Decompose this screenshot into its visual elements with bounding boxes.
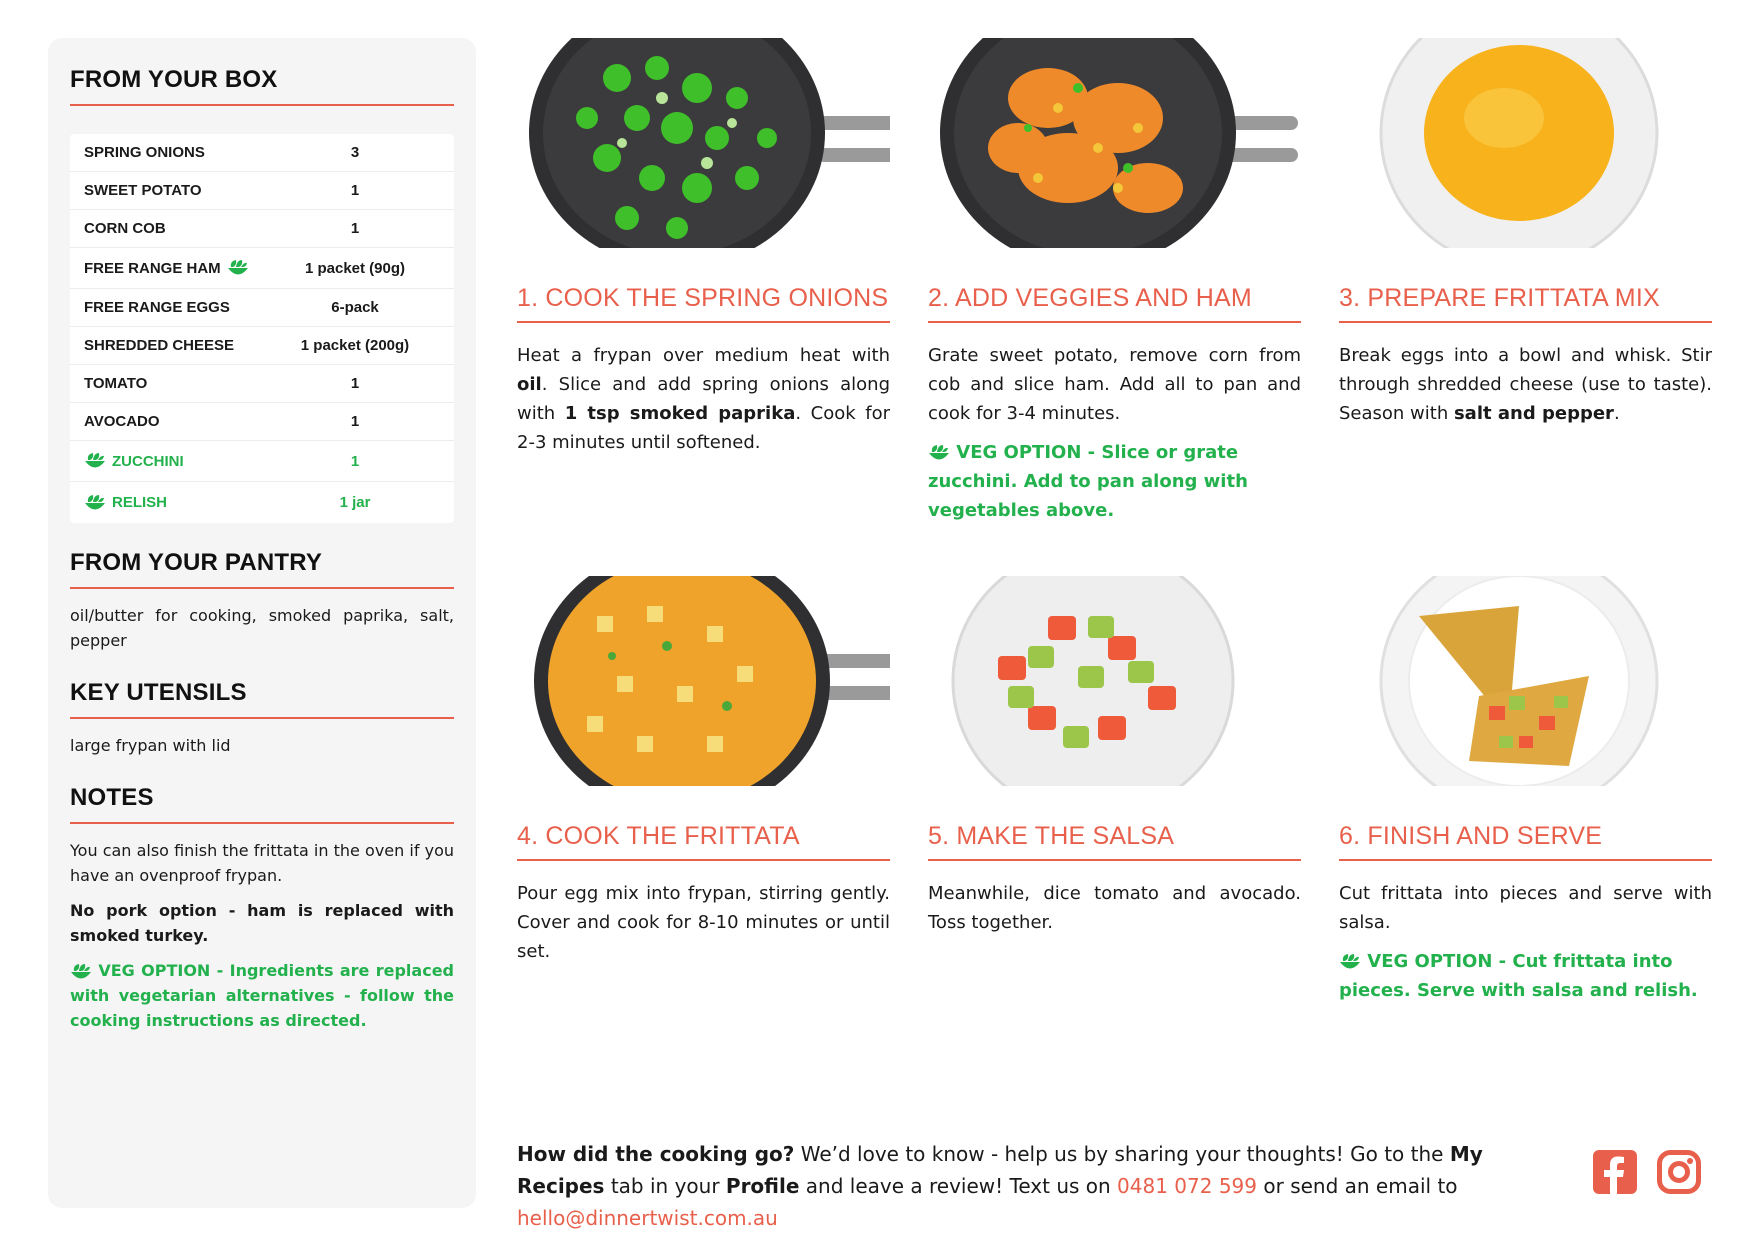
step-1-title: 1. COOK THE SPRING ONIONS (517, 284, 890, 323)
table-row (70, 248, 454, 289)
footer-text: or send an email to (1257, 1174, 1458, 1198)
notes-section (70, 784, 454, 1033)
step-photo-serve (1339, 576, 1712, 786)
veg-note (70, 958, 454, 1033)
step-1 (517, 38, 890, 457)
ingredient-name: SWEET POTATO (84, 182, 202, 199)
step-3 (1339, 38, 1712, 428)
veg-leaf-icon (1339, 953, 1361, 971)
ingredient-name: ZUCCHINI (112, 452, 184, 470)
ingredient-qty: 1 (350, 375, 360, 392)
box-ingredients-table (70, 134, 454, 523)
ingredient-name: TOMATO (84, 375, 148, 392)
ingredient-name: AVOCADO (84, 413, 160, 430)
veg-leaf-icon (84, 494, 106, 512)
ingredient-name: SHREDDED CHEESE (84, 337, 235, 354)
step-5 (928, 576, 1301, 937)
pantry-title: FROM YOUR PANTRY (70, 549, 454, 589)
step-2-body: Grate sweet potato, remove corn from cob and slice ham. Add all to pan and cook for 3-4 minutes. (928, 345, 1301, 424)
step-3-body: Break eggs into a bowl and whisk. Stir through shredded cheese (use to taste). Season with salt and pepper. (1339, 345, 1712, 424)
notes-title: NOTES (70, 784, 454, 824)
veg-leaf-icon (84, 452, 106, 470)
step-6-veg-text: VEG OPTION - Cut frittata into pieces. Serve with salsa and relish. (1339, 951, 1698, 1001)
utensils-section (70, 679, 454, 758)
ingredient-qty: 1 packet (200g) (300, 337, 410, 354)
ingredient-qty: 1 (350, 182, 360, 199)
my-recipes-ref: My Recipes (517, 1142, 1483, 1198)
ingredient-qty: 1 (350, 413, 360, 430)
ingredient-qty: 3 (350, 144, 360, 161)
table-row (70, 441, 454, 482)
step-4 (517, 576, 890, 966)
table-row (70, 482, 454, 523)
step-photo-veggies-ham (928, 38, 1301, 248)
veg-leaf-icon (227, 259, 249, 277)
footer-text: and leave a review! Text us on (799, 1174, 1118, 1198)
step-6-body: Cut frittata into pieces and serve with salsa. (1339, 883, 1712, 933)
ingredients-sidebar (48, 38, 476, 1208)
feedback-footer (517, 1138, 1567, 1234)
table-row (70, 403, 454, 441)
step-photo-frittata-mix (1339, 38, 1712, 248)
footer-question: How did the cooking go? (517, 1142, 795, 1166)
footer-text: tab in your (604, 1174, 726, 1198)
ingredient-name: CORN COB (84, 220, 166, 237)
table-row (70, 365, 454, 403)
table-row (70, 289, 454, 327)
step-2-title: 2. ADD VEGGIES AND HAM (928, 284, 1301, 323)
step-photo-spring-onions (517, 38, 890, 248)
step-6-veg-option (1339, 947, 1712, 1005)
step-4-title: 4. COOK THE FRITTATA (517, 822, 890, 861)
instagram-icon[interactable] (1657, 1150, 1701, 1198)
ingredient-name: FREE RANGE HAM (84, 259, 221, 277)
ingredient-qty: 1 packet (90g) (304, 259, 406, 277)
step-6-title: 6. FINISH AND SERVE (1339, 822, 1712, 861)
no-pork-note: No pork option - ham is replaced with smoked turkey. (70, 901, 454, 945)
ingredient-qty: 6-pack (331, 299, 379, 316)
facebook-icon[interactable] (1593, 1150, 1637, 1198)
step-5-title: 5. MAKE THE SALSA (928, 822, 1301, 861)
notes-text: You can also finish the frittata in the oven if you have an ovenproof frypan. (70, 841, 454, 885)
email-link[interactable]: hello@dinnertwist.com.au (517, 1206, 778, 1230)
step-2 (928, 38, 1301, 525)
step-6 (1339, 576, 1712, 1005)
veg-note-text: VEG OPTION - Ingredients are replaced with vegetarian alternatives - follow the cooking instructions as directed. (70, 961, 454, 1030)
table-row (70, 327, 454, 365)
step-2-veg-option (928, 438, 1301, 525)
ingredient-name: RELISH (112, 494, 168, 511)
step-5-body: Meanwhile, dice tomato and avocado. Toss together. (928, 883, 1301, 933)
step-4-body: Pour egg mix into frypan, stirring gently. Cover and cook for 8-10 minutes or until set. (517, 883, 890, 962)
veg-leaf-icon (928, 444, 950, 462)
ingredient-qty: 1 (350, 452, 360, 470)
box-section-title: FROM YOUR BOX (70, 66, 454, 106)
pantry-text: oil/butter for cooking, smoked paprika, salt, pepper (70, 606, 454, 650)
step-1-body: Heat a frypan over medium heat with oil. Slice and add spring onions along with 1 tsp smoked paprika. Cook for 2-3 minutes until softened. (517, 345, 890, 453)
step-photo-cook-frittata (517, 576, 890, 786)
pantry-section (70, 549, 454, 653)
step-photo-salsa (928, 576, 1301, 786)
utensils-title: KEY UTENSILS (70, 679, 454, 719)
table-row (70, 210, 454, 248)
phone-link[interactable]: 0481 072 599 (1117, 1174, 1258, 1198)
utensils-text: large frypan with lid (70, 736, 231, 755)
ingredient-name: SPRING ONIONS (84, 144, 205, 161)
ingredient-qty: 1 (350, 220, 360, 237)
ingredient-name: FREE RANGE EGGS (84, 299, 230, 316)
step-3-title: 3. PREPARE FRITTATA MIX (1339, 284, 1712, 323)
profile-ref: Profile (725, 1174, 800, 1198)
ingredient-qty: 1 jar (339, 494, 371, 511)
veg-leaf-icon (70, 963, 92, 981)
table-row (70, 172, 454, 210)
footer-text: We’d love to know - help us by sharing your thoughts! Go to the (794, 1142, 1450, 1166)
table-row (70, 134, 454, 172)
step-2-veg-text: VEG OPTION - Slice or grate zucchini. Add to pan along with vegetables above. (928, 442, 1248, 521)
